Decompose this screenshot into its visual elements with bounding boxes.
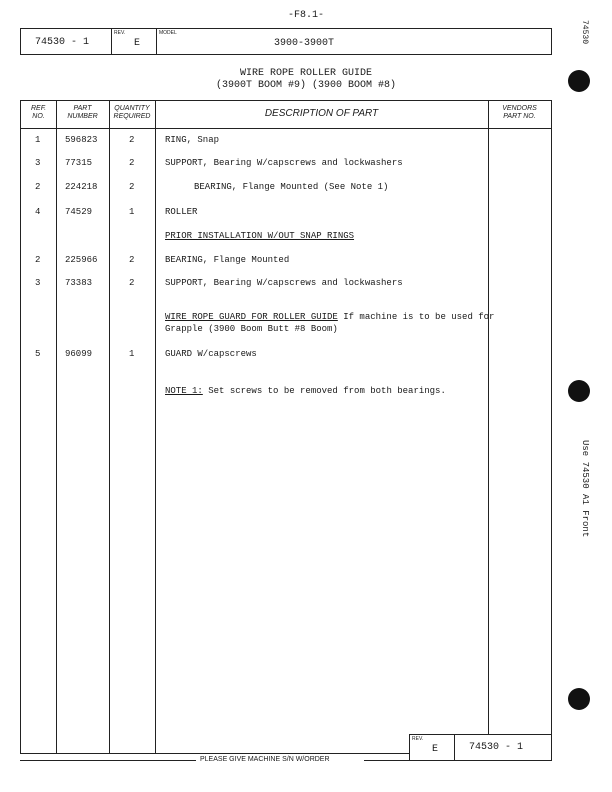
punch-hole bbox=[568, 688, 590, 710]
title-line-2: (3900T BOOM #9) (3900 BOOM #8) bbox=[215, 80, 397, 91]
side-annotation: Use 74530 A1 Front bbox=[580, 440, 590, 538]
header-rev-value: E bbox=[134, 38, 141, 49]
header-model-value: 3900-3900T bbox=[274, 38, 335, 49]
header-model-label: MODEL bbox=[159, 30, 177, 36]
page-number: -F8.1- bbox=[287, 10, 324, 21]
punch-hole bbox=[568, 70, 590, 92]
footer-rev-value: E bbox=[432, 744, 439, 755]
col-part-number: PART NUMBER bbox=[67, 105, 98, 120]
col-description: DESCRIPTION OF PART bbox=[264, 108, 379, 119]
parts-table: REF. NO. PART NUMBER QUANTITY REQUIRED DESCRIPTION OF PART VENDORS PART NO. 1 596823 2 RING, Snap 3 77315 2 SUPPORT, Bearing W/capscrews and lockwashers 2 224218 2 BEARING, Flange Mounted (See Note 1) 4 74529 1 ROLLER PRIOR INSTALLATION W/OUT SNAP RINGS 2 225966 2 BEARING, Flange Mounted 3 73383 2 SUPPORT, Bearing W/capscrews and lockwashers WIRE ROPE GUARD FOR ROLLER GUIDE If machine is to be used for Grapple (3900 Boom Butt #8 Boom) 5 96099 1 GUARD W/capscrews NOTE 1: Set screws to be removed from both bearings. bbox=[20, 100, 552, 754]
punch-hole bbox=[568, 380, 590, 402]
document-title bbox=[0, 68, 612, 92]
header-rev-label: REV. bbox=[114, 30, 126, 36]
note-text: Set screws to be removed from both bearings. bbox=[202, 386, 446, 396]
footer-rev-label: REV. bbox=[412, 736, 424, 742]
title-line-1: WIRE ROPE ROLLER GUIDE bbox=[239, 68, 373, 79]
footer-instruction: PLEASE GIVE MACHINE S/N W/ORDER bbox=[200, 756, 330, 763]
col-ref-no: REF. NO. bbox=[30, 105, 47, 120]
note-label: NOTE 1: bbox=[165, 386, 203, 396]
col-quantity: QUANTITY REQUIRED bbox=[113, 105, 151, 120]
header-box bbox=[20, 28, 552, 55]
corner-stamp: 74530 bbox=[580, 20, 589, 45]
header-part-number: 74530 - 1 bbox=[35, 37, 90, 48]
footer-part-number: 74530 - 1 bbox=[469, 742, 524, 753]
footer-rev-box bbox=[409, 734, 552, 761]
col-vendors: VENDORS PART NO. bbox=[502, 105, 537, 120]
